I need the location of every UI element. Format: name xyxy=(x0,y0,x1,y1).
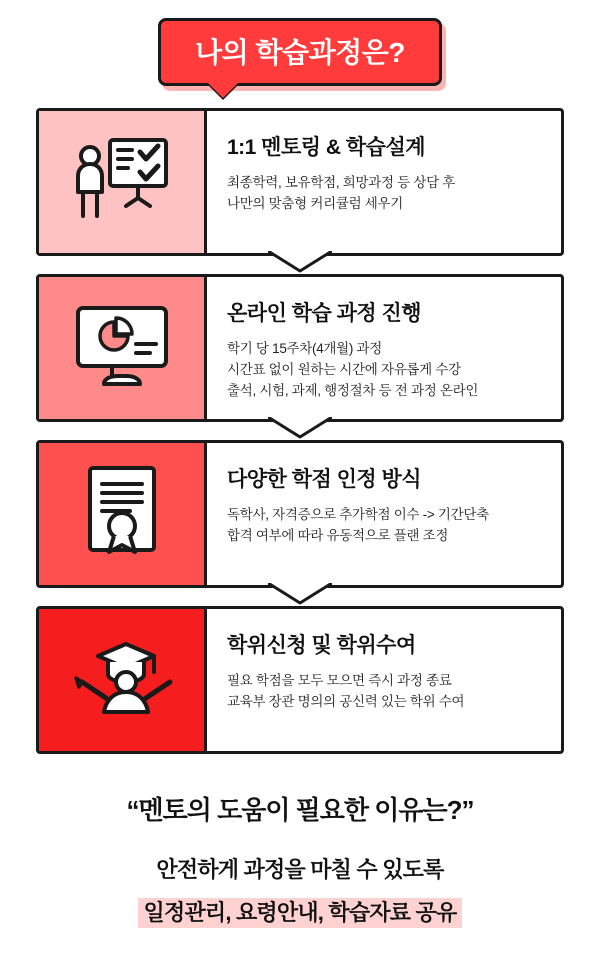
step-3-icon-box xyxy=(39,443,207,585)
banner-title: 나의 학습과정은? xyxy=(195,37,405,68)
step-1-body xyxy=(207,111,561,253)
certificate-icon xyxy=(80,462,164,567)
step-2-line-1: 학기 당 15주차(4개월) 과정 xyxy=(227,341,383,356)
step-1-line-2: 나만의 맞춤형 커리큘럼 세우기 xyxy=(227,195,403,211)
connector-chevron-1 xyxy=(268,251,332,273)
footer-quote: “멘토의 도움이 필요한 이유는?” xyxy=(126,795,474,825)
step-2-title: 온라인 학습 과정 진행 xyxy=(227,302,422,325)
step-1-icon-box xyxy=(39,111,207,253)
step-card-2 xyxy=(36,274,564,422)
banner-container xyxy=(0,0,600,86)
step-card-1 xyxy=(36,108,564,256)
step-2-line-2: 시간표 없이 원하는 시간에 자유롭게 수강 xyxy=(227,361,461,377)
step-1-title: 1:1 멘토링 & 학습설계 xyxy=(227,136,426,159)
desktop-chart-icon xyxy=(70,300,174,397)
step-3-line-2: 합격 여부에 따라 유동적으로 플랜 조정 xyxy=(227,527,449,543)
footer-subtitle-2: 일정관리, 요령안내, 학습자료 공유 xyxy=(138,898,463,928)
step-2-icon-box xyxy=(39,277,207,419)
step-3-body xyxy=(207,443,561,585)
graduate-icon xyxy=(68,630,176,731)
step-4-line-1: 필요 학점을 모두 모으면 즉시 과정 종료 xyxy=(227,673,452,688)
banner-tail-icon xyxy=(207,82,239,98)
footer-subtitle-2-wrap xyxy=(0,896,600,927)
step-3-title: 다양한 학점 인정 방식 xyxy=(227,468,422,491)
step-4-line-2: 교육부 장관 명의의 공신력 있는 학위 수여 xyxy=(227,693,465,709)
step-card-3 xyxy=(36,440,564,588)
step-1-line-1: 최종학력, 보유학점, 희망과정 등 상담 후 xyxy=(227,175,456,190)
footer-section xyxy=(0,790,600,927)
steps-list xyxy=(36,108,564,754)
presentation-board-icon xyxy=(70,132,174,233)
step-4-body xyxy=(207,609,561,751)
step-card-4 xyxy=(36,606,564,754)
step-2-line-3: 출석, 시험, 과제, 행정절차 등 전 과정 온라인 xyxy=(227,382,479,398)
step-4-title: 학위신청 및 학위수여 xyxy=(227,634,416,657)
footer-subtitle-1: 안전하게 과정을 마칠 수 있도록 xyxy=(156,857,444,882)
step-4-icon-box xyxy=(39,609,207,751)
title-banner xyxy=(158,18,442,86)
step-2-body xyxy=(207,277,561,419)
connector-chevron-2 xyxy=(268,417,332,439)
step-3-line-1: 독학사, 자격증으로 추가학점 이수 -> 기간단축 xyxy=(227,507,489,522)
connector-chevron-3 xyxy=(268,583,332,605)
